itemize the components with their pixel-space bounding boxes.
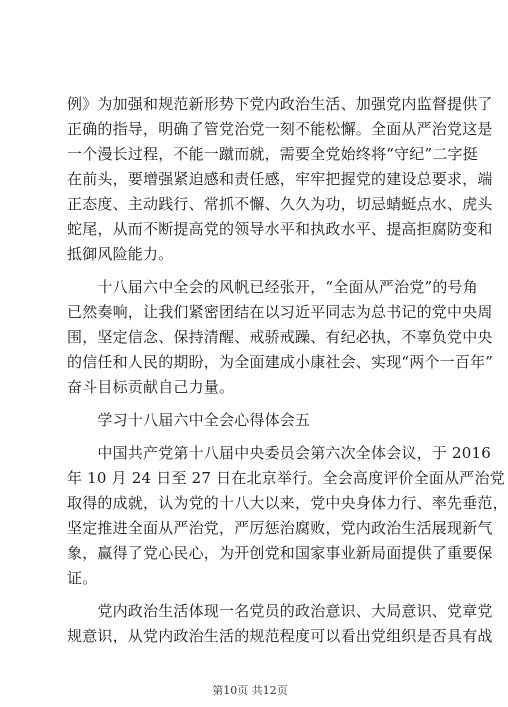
text-line: 一个漫长过程，不能一蹴而就，需要全党始终将“守纪”二字挺 xyxy=(67,145,478,163)
text-line: 党内政治生活体现一名党员的政治意识、大局意识、党章党 xyxy=(67,602,493,620)
text-line: 十八届六中全会的风帆已经张开，“全面从严治党”的号角 xyxy=(67,278,478,296)
document-body xyxy=(67,92,508,649)
paragraph xyxy=(67,599,493,649)
text-line: 围，坚定信念、保持清醒、戒骄戒躁、有纪必执，不辜负党中央 xyxy=(67,328,493,346)
paragraph-gap xyxy=(67,433,433,441)
paragraph xyxy=(67,275,494,400)
paragraph xyxy=(67,441,508,591)
text-line: 例》为加强和规范新形势下党内政治生活、加强党内监督提供了 xyxy=(67,95,493,113)
text-line: 正确的指导，明确了管党治党一刻不能松懈。全面从严治党这是 xyxy=(67,120,493,138)
text-line: 奋斗目标贡献自己力量。 xyxy=(67,378,235,396)
text-line: 在前头，要增强紧迫感和责任感，牢牢把握党的建设总要求，端 xyxy=(67,170,493,188)
text-line: 象，赢得了党心民心，为开创党和国家事业新局面提供了重要保 xyxy=(67,544,493,562)
text-line: 取得的成就，认为党的十八大以来，党中央身体力行、率先垂范， xyxy=(67,494,508,512)
paragraph-gap xyxy=(67,591,433,599)
paragraph xyxy=(67,92,493,267)
page-number-footer: 第10页 共12页 xyxy=(212,684,288,697)
paragraph xyxy=(67,408,433,433)
text-line: 中国共产党第十八届中央委员会第六次全体会议，于 2016 xyxy=(67,444,491,462)
text-line: 蛇尾，从而不断提高党的领导水平和执政水平、提高拒腐防变和 xyxy=(67,220,493,238)
text-line: 证。 xyxy=(67,569,98,587)
text-line: 坚定推进全面从严治党，严厉惩治腐败，党内政治生活展现新气 xyxy=(67,519,493,537)
paragraph-gap xyxy=(67,400,433,408)
text-line: 已然奏响，让我们紧密团结在以习近平同志为总书记的党中央周 xyxy=(67,303,493,321)
text-line: 年 10 月 24 日至 27 日在北京举行。全会高度评价全面从严治党 xyxy=(67,469,505,487)
text-line: 规意识，从党内政治生活的规范程度可以看出党组织是否具有战 xyxy=(67,627,493,645)
paragraph-gap xyxy=(67,267,433,275)
text-line: 学习十八届六中全会心得体会五 xyxy=(67,411,311,429)
text-line: 的信任和人民的期盼，为全面建成小康社会、实现“两个一百年” xyxy=(67,353,494,371)
text-line: 抵御风险能力。 xyxy=(67,245,174,263)
text-line: 正态度、主动践行、常抓不懈、久久为功，切忌蜻蜓点水、虎头 xyxy=(67,195,493,213)
